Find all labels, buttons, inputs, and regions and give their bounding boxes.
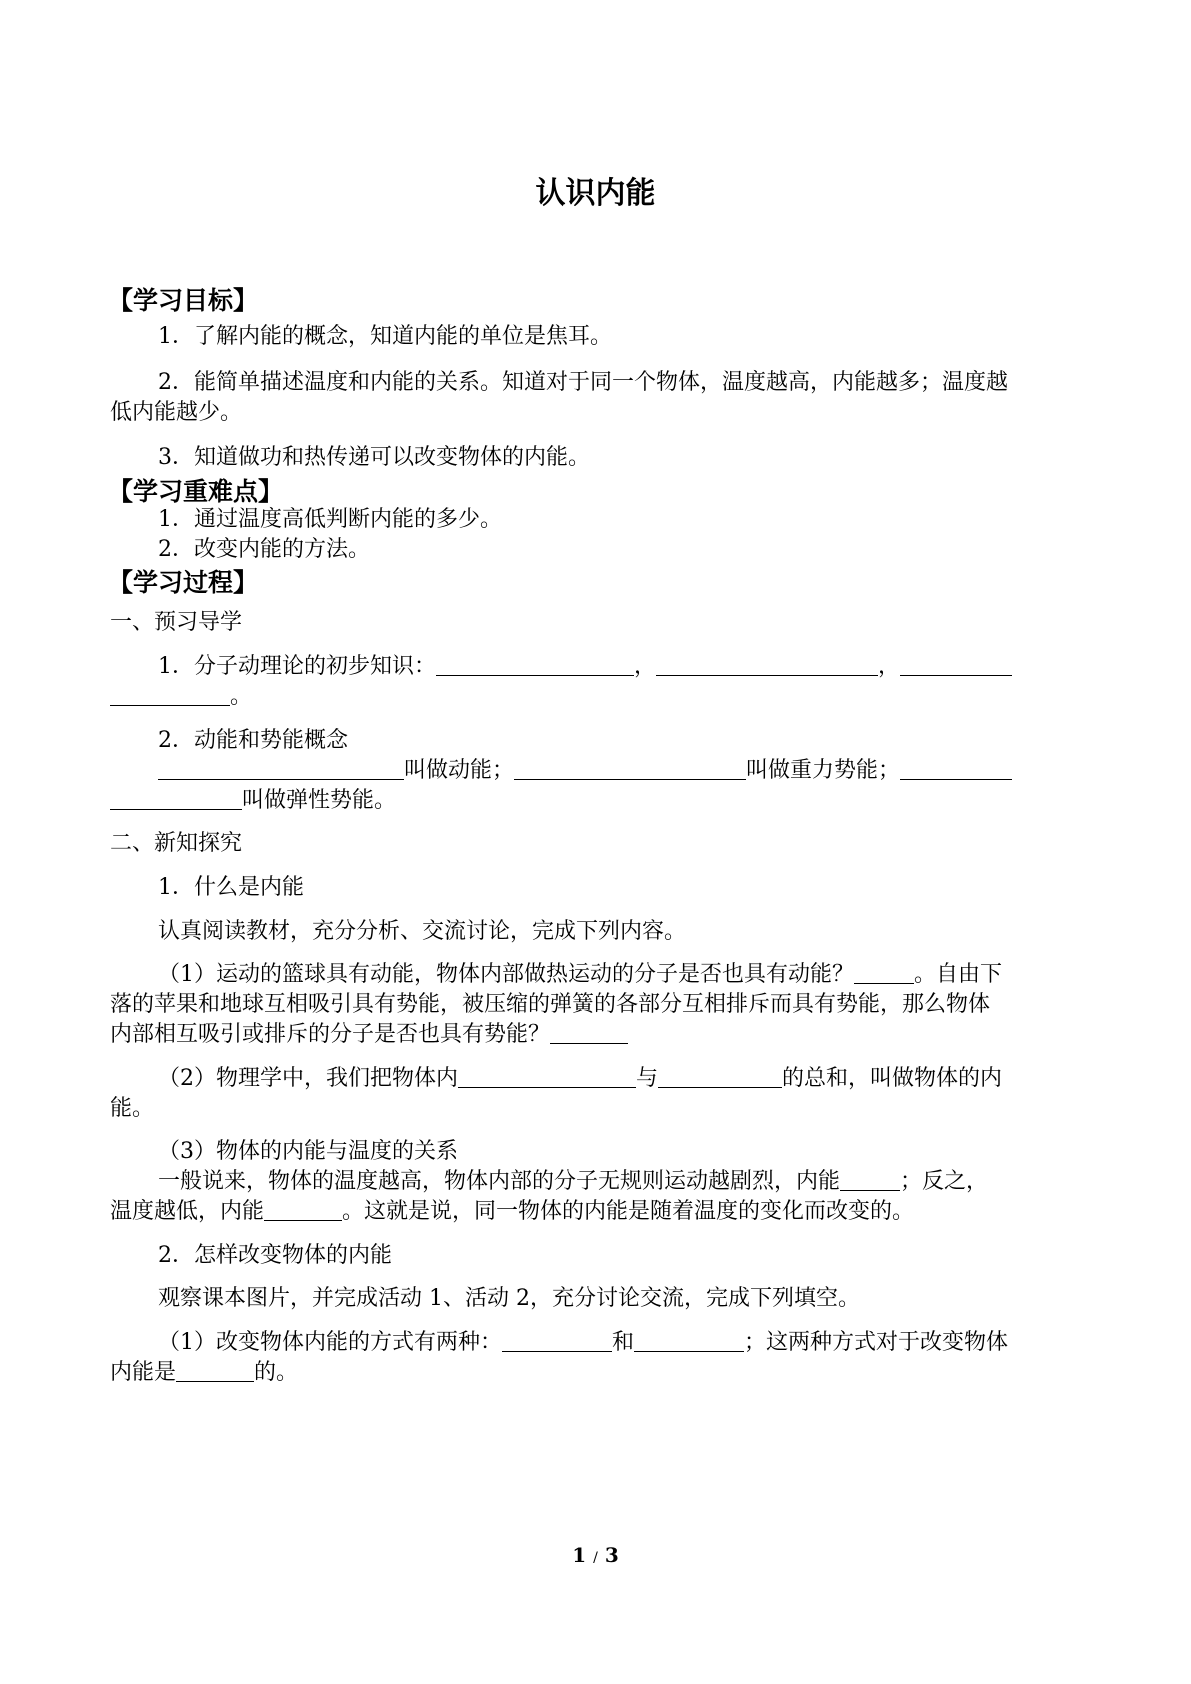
kinetic-energy-label: 叫做动能；	[404, 758, 515, 783]
p3-text-c: 温度越低，内能	[110, 1199, 265, 1224]
fill-blank[interactable]	[110, 683, 230, 706]
preview-question-2	[158, 756, 1085, 786]
q-text-e: 的。	[254, 1360, 299, 1385]
explore-section-1-title: 1．什么是内能	[158, 875, 304, 900]
p2-text-a: （2）物理学中，我们把物体内	[158, 1066, 458, 1091]
fill-blank[interactable]	[900, 653, 1012, 676]
fill-blank[interactable]	[514, 757, 746, 780]
fill-blank[interactable]	[264, 1198, 342, 1221]
preview-question-1	[158, 652, 1085, 682]
preview-question-2-title: 2．动能和势能概念	[158, 728, 348, 753]
p1-text-end: 。自由下	[914, 962, 1003, 987]
period: 。	[230, 684, 253, 709]
fill-blank[interactable]	[110, 787, 242, 810]
elastic-potential-label: 叫做弹性势能。	[242, 788, 397, 813]
explore-q-line2	[110, 1358, 1085, 1388]
comma: ，	[634, 654, 657, 679]
q-text-d: 内能是	[110, 1360, 177, 1385]
preview-q1-text: 1．分子动理论的初步知识：	[158, 654, 436, 679]
q-text-c: ；这两种方式对于改变物体	[744, 1330, 1009, 1355]
fill-blank[interactable]	[458, 1065, 636, 1088]
preview-question-2-cont	[110, 786, 1085, 816]
current-page: 1	[572, 1543, 587, 1567]
keypoints-heading: 【学习重难点】	[108, 477, 284, 506]
goal-item-2: 2．能简单描述温度和内能的关系。知道对于同一个物体，温度越高，内能越多；温度越	[158, 370, 1008, 395]
fill-blank[interactable]	[634, 1329, 744, 1352]
preview-heading: 一、预习导学	[110, 610, 243, 635]
fill-blank[interactable]	[840, 1168, 900, 1191]
preview-question-1-cont	[110, 682, 1085, 712]
explore-p2-line1	[158, 1064, 1085, 1094]
fill-blank[interactable]	[176, 1359, 254, 1382]
fill-blank[interactable]	[900, 757, 1012, 780]
explore-p1-line3	[110, 1020, 1085, 1050]
p3-text-d: 。这就是说，同一物体的内能是随着温度的变化而改变的。	[342, 1199, 915, 1224]
fill-blank[interactable]	[550, 1021, 628, 1044]
explore-q-line1	[158, 1328, 1085, 1358]
explore-p3-line2	[110, 1197, 1085, 1227]
p2-text-c: 的总和，叫做物体的内	[782, 1066, 1003, 1091]
p1-text-3: 内部相互吸引或排斥的分子是否也具有势能？	[110, 1022, 551, 1047]
explore-p3-line1	[158, 1167, 1085, 1197]
explore-p1-line2: 落的苹果和地球互相吸引具有势能，被压缩的弹簧的各部分互相排斥而具有势能，那么物体	[110, 992, 991, 1017]
p3-text-a: 一般说来，物体的温度越高，物体内部的分子无规则运动越剧烈，内能	[158, 1169, 841, 1194]
fill-blank[interactable]	[502, 1329, 612, 1352]
total-pages: 3	[604, 1543, 619, 1567]
explore-heading: 二、新知探究	[110, 831, 243, 856]
p1-text: （1）运动的篮球具有动能，物体内部做热运动的分子是否也具有动能？	[158, 962, 854, 987]
goals-heading: 【学习目标】	[108, 286, 259, 315]
fill-blank[interactable]	[656, 653, 878, 676]
explore-section-2-intro: 观察课本图片，并完成活动 1、活动 2，充分讨论交流，完成下列填空。	[158, 1286, 860, 1311]
explore-p3-title: （3）物体的内能与温度的关系	[158, 1139, 458, 1164]
goal-item-2-cont: 低内能越少。	[110, 400, 243, 425]
keypoint-item-2: 2．改变内能的方法。	[158, 537, 370, 562]
p2-text-b: 与	[636, 1066, 659, 1091]
goal-item-3: 3．知道做功和热传递可以改变物体的内能。	[158, 445, 590, 470]
explore-section-1-intro: 认真阅读教材，充分分析、交流讨论，完成下列内容。	[158, 919, 687, 944]
fill-blank[interactable]	[158, 757, 404, 780]
keypoint-item-1: 1．通过温度高低判断内能的多少。	[158, 507, 502, 532]
q-text-a: （1）改变物体内能的方式有两种：	[158, 1330, 502, 1355]
explore-p1-line1	[158, 960, 1085, 990]
explore-p2-line2: 能。	[110, 1096, 155, 1121]
comma: ，	[878, 654, 901, 679]
p3-text-b: ；反之，	[900, 1169, 989, 1194]
fill-blank[interactable]	[436, 653, 634, 676]
q-text-b: 和	[612, 1330, 635, 1355]
goal-item-1: 1．了解内能的概念，知道内能的单位是焦耳。	[158, 324, 612, 349]
fill-blank[interactable]	[658, 1065, 782, 1088]
page-separator: /	[593, 1550, 598, 1566]
fill-blank[interactable]	[854, 961, 914, 984]
gravity-potential-label: 叫做重力势能；	[746, 758, 901, 783]
page-number	[0, 1543, 1191, 1567]
page-title: 认识内能	[535, 176, 656, 211]
process-heading: 【学习过程】	[108, 568, 259, 597]
explore-section-2-title: 2．怎样改变物体的内能	[158, 1243, 392, 1268]
